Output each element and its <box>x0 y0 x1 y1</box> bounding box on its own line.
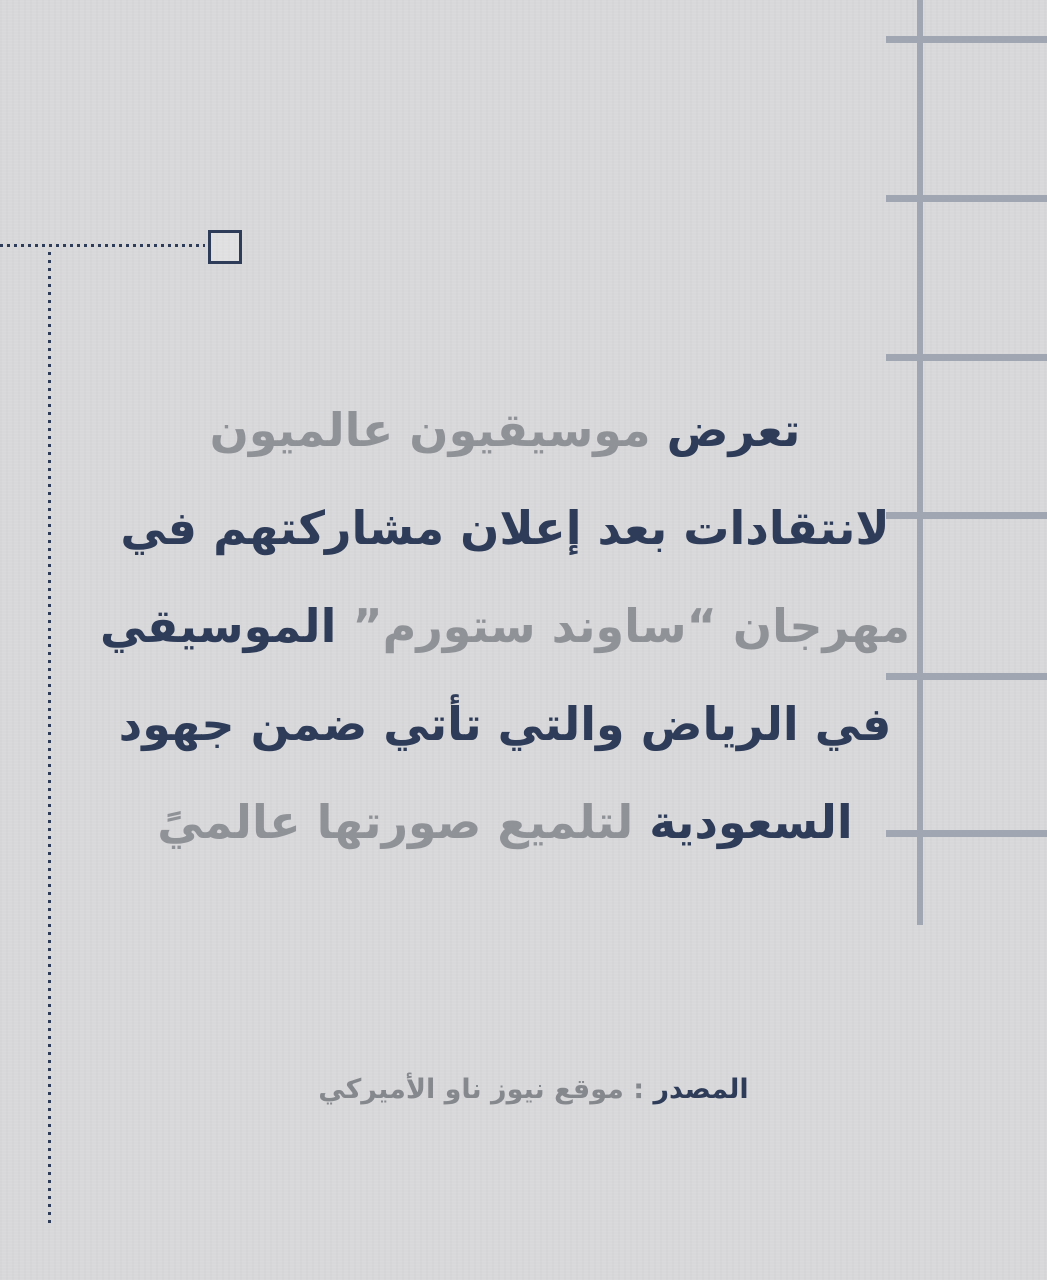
source-label: المصدر <box>653 1074 749 1105</box>
headline-emphasis-text: في الرياض والتي تأتي ضمن جهود <box>118 697 892 751</box>
headline-line-5 <box>0 773 1010 871</box>
headline-muted-text: لتلميع صورتها عالميً <box>157 795 650 849</box>
headline-line-2 <box>0 479 1010 577</box>
grid-horizontal-line <box>886 195 1047 202</box>
headline-muted-text: مهرجان “ساوند ستورم” <box>352 599 911 653</box>
headline-line-3 <box>0 577 1010 675</box>
headline-emphasis-text: لانتقادات بعد إعلان مشاركتهم في <box>120 501 890 555</box>
headline-emphasis-text: الموسيقي <box>99 599 353 653</box>
dotted-horizontal-line <box>0 244 205 247</box>
headline-muted-text: موسيقيون عالميون <box>209 403 667 457</box>
square-outline-decoration <box>208 230 242 264</box>
headline-emphasis-text: السعودية <box>649 795 853 849</box>
headline-emphasis-text: تعرض <box>666 403 801 457</box>
headline-line-4 <box>0 675 1010 773</box>
source-caption <box>20 1070 1047 1110</box>
headline-line-1 <box>0 381 1010 479</box>
source-text: : موقع نيوز ناو الأميركي <box>318 1074 654 1105</box>
grid-horizontal-line <box>886 354 1047 361</box>
headline <box>0 381 1010 871</box>
grid-horizontal-line <box>886 36 1047 43</box>
